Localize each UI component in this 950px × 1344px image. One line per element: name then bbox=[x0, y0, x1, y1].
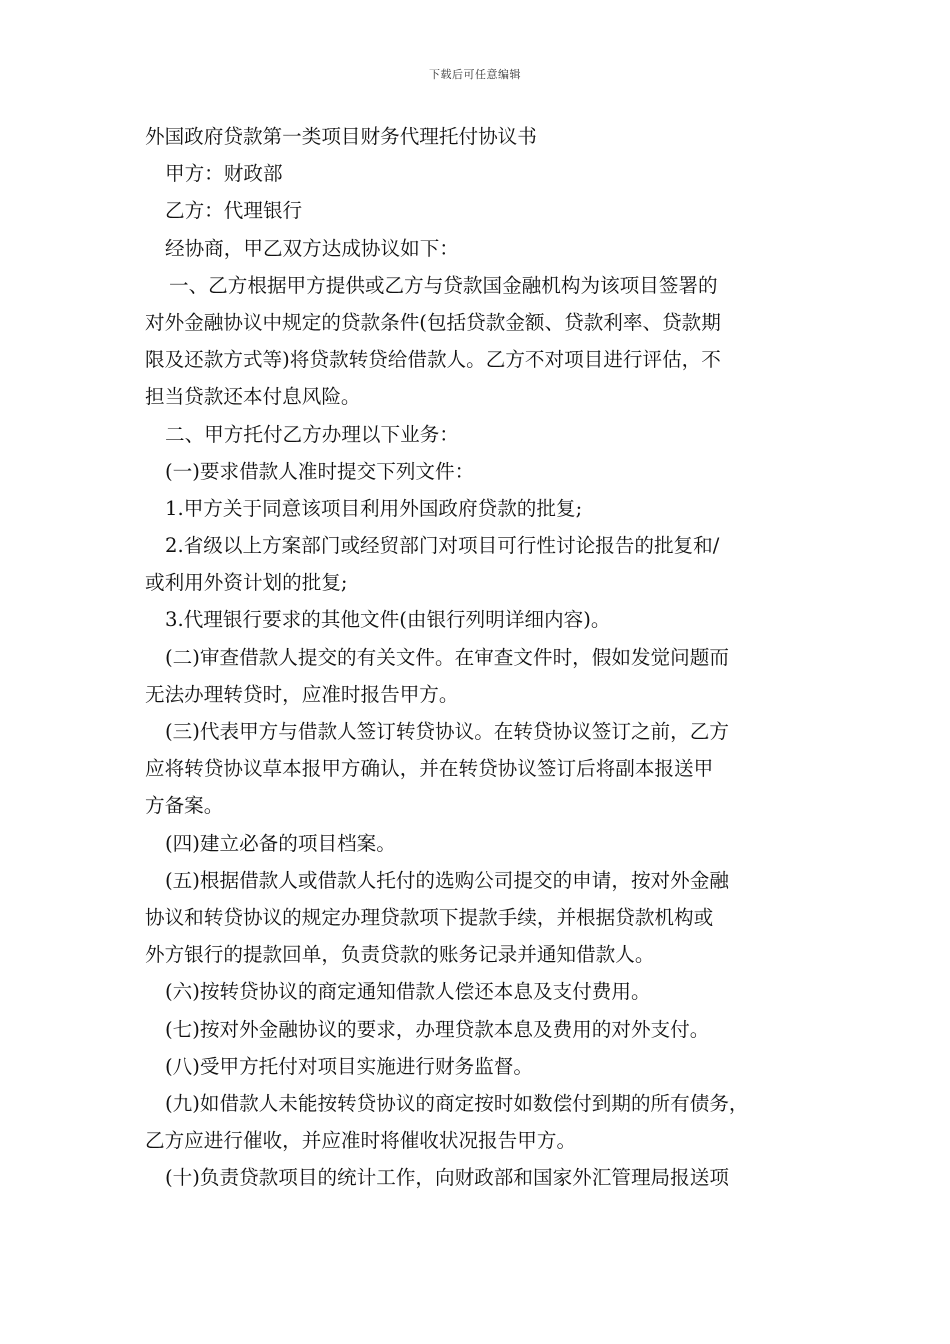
text-line: (一)要求借款人准时提交下列文件： bbox=[165, 459, 475, 483]
text-line: 3.代理银行要求的其他文件(由银行列明详细内容)。 bbox=[165, 608, 611, 632]
text-line: 2.省级以上方案部门或经贸部门对项目可行性讨论报告的批复和/ bbox=[165, 534, 720, 558]
text-line: 协议和转贷协议的规定办理贷款项下提款手续，并根据贷款机构或 bbox=[145, 905, 714, 929]
text-line: (二)审查借款人提交的有关文件。在审查文件时，假如发觉问题而 bbox=[165, 645, 729, 669]
text-line: (四)建立必备的项目档案。 bbox=[165, 831, 396, 855]
text-line: 二、甲方托付乙方办理以下业务： bbox=[165, 422, 459, 446]
text-line: (七)按对外金融协议的要求，办理贷款本息及费用的对外支付。 bbox=[165, 1017, 710, 1041]
text-line: 乙方：代理银行 bbox=[165, 199, 303, 223]
text-line: 应将转贷协议草本报甲方确认，并在转贷协议签订后将副本报送甲 bbox=[145, 757, 714, 781]
page-header: 下载后可任意编辑 bbox=[429, 68, 521, 81]
text-line: 或利用外资计划的批复; bbox=[145, 571, 348, 595]
text-line: (九)如借款人未能按转贷协议的商定按时如数偿付到期的所有债务， bbox=[165, 1091, 749, 1115]
text-line: 方备案。 bbox=[145, 794, 224, 818]
text-line: 甲方：财政部 bbox=[165, 162, 283, 186]
text-line: 一、乙方根据甲方提供或乙方与贷款国金融机构为该项目签署的 bbox=[169, 273, 718, 297]
document-body bbox=[145, 118, 810, 1196]
text-line: 担当贷款还本付息风险。 bbox=[145, 385, 361, 409]
text-line: 外方银行的提款回单，负责贷款的账务记录并通知借款人。 bbox=[145, 943, 655, 967]
text-line: 限及还款方式等)将贷款转贷给借款人。乙方不对项目进行评估，不 bbox=[145, 348, 721, 372]
text-line: 经协商，甲乙双方达成协议如下： bbox=[165, 236, 459, 260]
text-line: (三)代表甲方与借款人签订转贷协议。在转贷协议签订之前，乙方 bbox=[165, 720, 729, 743]
text-line: (十)负责贷款项目的统计工作，向财政部和国家外汇管理局报送项 bbox=[165, 1166, 729, 1190]
text-line: (六)按转贷协议的商定通知借款人偿还本息及支付费用。 bbox=[165, 980, 651, 1004]
text-line: 1.甲方关于同意该项目利用外国政府贷款的批复; bbox=[165, 496, 583, 520]
text-line: 对外金融协议中规定的贷款条件(包括贷款金额、贷款利率、贷款期 bbox=[145, 310, 721, 334]
text-line: 无法办理转贷时，应准时报告甲方。 bbox=[145, 682, 459, 706]
text-line: (八)受甲方托付对项目实施进行财务监督。 bbox=[165, 1054, 533, 1078]
text-line: 乙方应进行催收，并应准时将催收状况报告甲方。 bbox=[145, 1129, 577, 1153]
document-title: 外国政府贷款第一类项目财务代理托付协议书 bbox=[145, 125, 537, 148]
text-line: (五)根据借款人或借款人托付的选购公司提交的申请，按对外金融 bbox=[165, 868, 729, 892]
